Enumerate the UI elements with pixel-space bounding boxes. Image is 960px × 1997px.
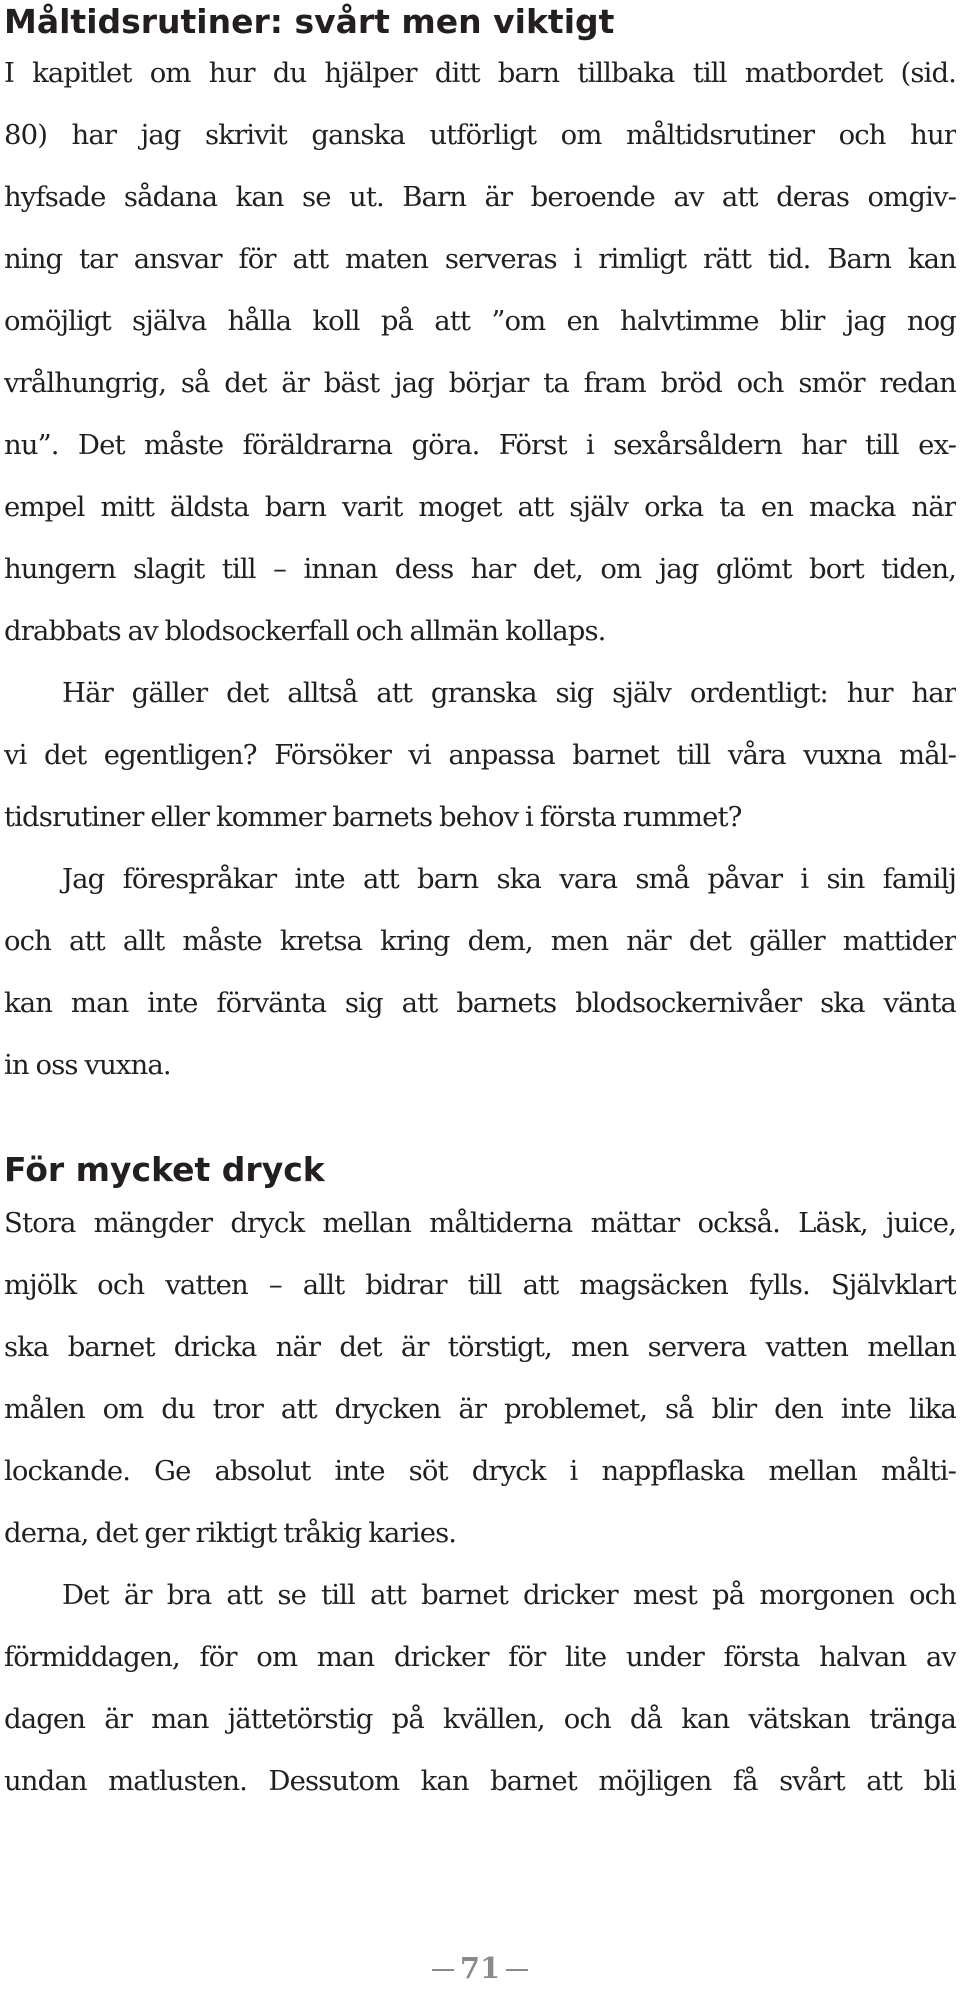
text-line: nu”. Det måste föräldrarna göra. Först i sexårsåldern har till ex-: [4, 429, 956, 461]
text-line: hungern slagit till – innan dess har det, om jag glömt bort tiden,: [4, 553, 956, 585]
page-number: [0, 1950, 960, 1986]
text-line: Stora mängder dryck mellan måltiderna mättar också. Läsk, juice,: [4, 1207, 956, 1239]
text-line: tidsrutiner eller kommer barnets behov i första rummet?: [4, 801, 742, 833]
folio-dash-right: [506, 1969, 528, 1971]
text-line: ska barnet dricka när det är törstigt, men servera vatten mellan: [4, 1331, 956, 1363]
text-line: lockande. Ge absolut inte söt dryck i nappflaska mellan målti-: [4, 1455, 956, 1487]
text-line: omöjligt själva hålla koll på att ”om en halvtimme blir jag nog: [4, 305, 956, 337]
text-line: hyfsade sådana kan se ut. Barn är beroende av att deras omgiv-: [4, 181, 956, 213]
text-line: I kapitlet om hur du hjälper ditt barn tillbaka till matbordet (sid.: [4, 57, 956, 89]
text-line: 80) har jag skrivit ganska utförligt om måltidsrutiner och hur: [4, 119, 956, 151]
text-line: ning tar ansvar för att maten serveras i rimligt rätt tid. Barn kan: [4, 243, 956, 275]
section-body-maltidsrutiner: [4, 42, 956, 1096]
page-number-value: 71: [459, 1951, 501, 1985]
text-line: undan matlusten. Dessutom kan barnet möjligen få svårt att bli: [4, 1765, 956, 1797]
section-body-for-mycket-dryck: [4, 1192, 956, 1812]
text-line: empel mitt äldsta barn varit moget att själv orka ta en macka när: [4, 491, 956, 523]
text-line: vrålhungrig, så det är bäst jag börjar ta fram bröd och smör redan: [4, 367, 956, 399]
text-line: derna, det ger riktigt tråkig karies.: [4, 1517, 457, 1549]
text-line: drabbats av blodsockerfall och allmän kollaps.: [4, 615, 606, 647]
text-line: Här gäller det alltså att granska sig själv ordentligt: hur har: [62, 677, 956, 709]
text-line: dagen är man jättetörstig på kvällen, och då kan vätskan tränga: [4, 1703, 956, 1735]
text-line: Det är bra att se till att barnet dricker mest på morgonen och: [62, 1579, 956, 1611]
text-line: in oss vuxna.: [4, 1049, 171, 1081]
text-line: och att allt måste kretsa kring dem, men när det gäller mattider: [4, 925, 956, 957]
text-line: vi det egentligen? Försöker vi anpassa barnet till våra vuxna mål-: [4, 739, 956, 771]
text-line: förmiddagen, för om man dricker för lite under första halvan av: [4, 1641, 956, 1673]
text-line: Jag förespråkar inte att barn ska vara små påvar i sin familj: [62, 863, 956, 895]
text-line: målen om du tror att drycken är problemet, så blir den inte lika: [4, 1393, 956, 1425]
section-heading-maltidsrutiner: Måltidsrutiner: svårt men viktigt: [4, 2, 615, 41]
text-line: kan man inte förvänta sig att barnets blodsockernivåer ska vänta: [4, 987, 956, 1019]
section-heading-for-mycket-dryck: För mycket dryck: [4, 1150, 325, 1189]
folio-dash-left: [432, 1969, 454, 1971]
text-line: mjölk och vatten – allt bidrar till att magsäcken fylls. Självklart: [4, 1269, 956, 1301]
